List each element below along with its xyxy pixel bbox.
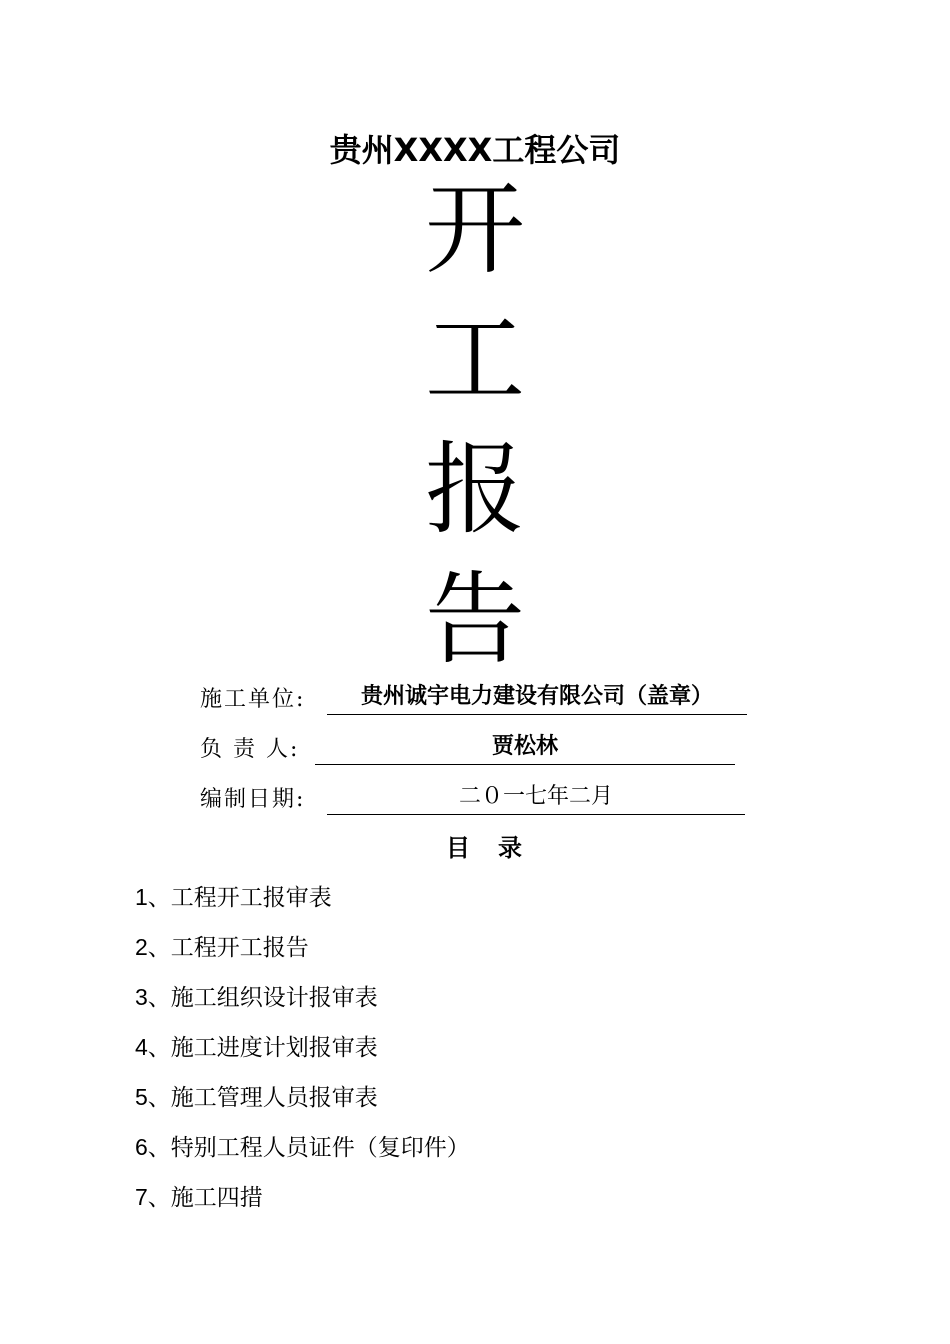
- title-char-bao: 报: [425, 431, 525, 548]
- construction-unit-label: 施工单位:: [200, 687, 306, 712]
- toc-item-number: 3: [135, 984, 148, 1010]
- toc-item-text: 、工程开工报告: [147, 935, 309, 961]
- toc-item-text: 、施工进度计划报审表: [147, 1035, 378, 1061]
- toc-item: [135, 1022, 470, 1072]
- title-char-gong: 工: [425, 301, 525, 418]
- construction-unit-value: 贵州诚宇电力建设有限公司（盖章）: [327, 680, 747, 715]
- toc-item-text: 、施工四措: [147, 1185, 263, 1211]
- compile-date-label: 编制日期:: [200, 787, 306, 812]
- toc-item-number: 2: [135, 934, 148, 960]
- toc-item-text: 、特别工程人员证件（复印件）: [147, 1135, 470, 1161]
- toc-title: 目 录: [446, 834, 524, 862]
- toc-item: [135, 972, 470, 1022]
- title-char-gao: 告: [425, 561, 525, 678]
- responsible-person-value: 贾松林: [315, 730, 735, 765]
- field-responsible-person: [200, 730, 760, 770]
- toc-item-number: 1: [135, 884, 148, 910]
- field-compile-date: [200, 780, 760, 820]
- title-char-kai: 开: [425, 171, 525, 288]
- toc-item: [135, 1122, 470, 1172]
- toc-list: [135, 872, 470, 1222]
- toc-item: [135, 872, 470, 922]
- toc-item-number: 6: [135, 1134, 148, 1160]
- toc-item-number: 5: [135, 1084, 148, 1110]
- field-construction-unit: [200, 680, 760, 720]
- toc-item-text: 、施工管理人员报审表: [147, 1085, 378, 1111]
- toc-item-text: 、施工组织设计报审表: [147, 985, 378, 1011]
- toc-item-number: 7: [135, 1184, 148, 1210]
- company-name: 贵州XXXX工程公司: [329, 131, 621, 169]
- responsible-person-label: 负 责 人:: [200, 737, 300, 762]
- toc-item: [135, 922, 470, 972]
- toc-item-text: 、工程开工报审表: [147, 885, 332, 911]
- toc-item: [135, 1172, 470, 1222]
- toc-item-number: 4: [135, 1034, 148, 1060]
- toc-item: [135, 1072, 470, 1122]
- compile-date-value: 二０一七年二月: [327, 780, 745, 815]
